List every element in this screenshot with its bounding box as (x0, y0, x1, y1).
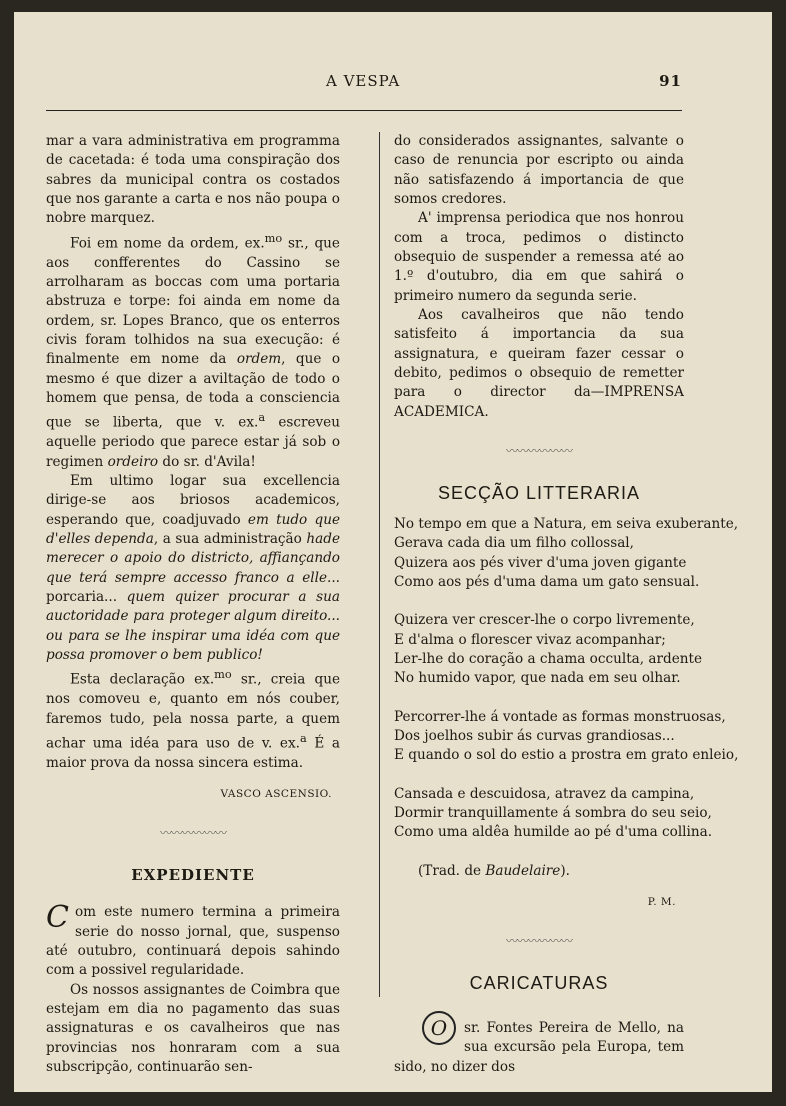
paragraph: Com este numero termina a primeira serie do nosso jornal, que, suspenso até outubro, continuará depois sahindo com a possivel regularidade. (46, 900, 340, 979)
verse-line: Como uma aldêa humilde ao pé d'uma collina. (394, 824, 713, 841)
verse-line: Ler-lhe do coração a chama occulta, ardente (394, 650, 703, 667)
section-title-litteraria: SECÇÃO LITTERARIA (437, 482, 641, 503)
verse-line: E d'alma o florescer vivaz acompanhar; (394, 631, 666, 648)
section-title-expediente: EXPEDIENTE (131, 865, 255, 884)
stanza (394, 785, 713, 843)
stanza (394, 708, 739, 766)
left-column (46, 132, 340, 1077)
verse-line: Dormir tranquillamente á sombra do seu seio, (394, 804, 712, 821)
drop-cap: O (422, 1011, 456, 1045)
author-signature: P. M. (647, 896, 676, 908)
stanza (394, 611, 703, 688)
verse-line: E quando o sol do estio a prostra em grato enleio, (394, 747, 739, 764)
paragraph: mar a vara administrativa em programma de cacetada: é toda uma conspiração dos sabres da municipal contra os costados que nos garante a carta e nos não poupa o nobre marquez. (46, 133, 340, 227)
translation-credit: (Trad. de Baudelaire). (418, 862, 570, 879)
paragraph: do considerados assignantes, salvante o caso de renuncia por escripto ou ainda não satisfazendo á importancia de que somos credores. (394, 133, 684, 208)
column-divider (379, 132, 380, 997)
paragraph: Os nossos assignantes de Coimbra que estejam em dia no pagamento das suas assignaturas e os cavalheiros que nas provincias nos honraram com a sua subscripção, continuarão sen- (46, 981, 340, 1075)
verse-line: Gerava cada dia um filho collossal, (394, 535, 634, 552)
running-header-title: A VESPA (326, 72, 401, 90)
paragraph: A' imprensa periodica que nos honrou com a troca, pedimos o distincto obsequio de suspender a remessa até ao 1.º d'outubro, dia em que sahirá o primeiro numero da segunda serie. (394, 210, 684, 304)
ornament-divider: 〰〰〰〰〰〰 (159, 826, 226, 841)
newspaper-page (14, 12, 772, 1092)
verse-line: Quizera aos pés viver d'uma joven gigante (394, 554, 687, 571)
header-rule (46, 110, 682, 111)
stanza (394, 515, 739, 592)
verse-line: Cansada e descuidosa, atravez da campina, (394, 785, 695, 802)
author-signature: VASCO ASCENSIO. (220, 788, 332, 801)
section-title-caricaturas: CARICATURAS (469, 972, 609, 993)
paragraph: O sr. Fontes Pereira de Mello, na sua excursão pela Europa, tem sido, no dizer dos (394, 1019, 684, 1077)
verse-line: No tempo em que a Natura, em seiva exuberante, (394, 515, 739, 532)
page-number: 91 (659, 72, 682, 90)
right-column (394, 132, 739, 1077)
paragraph: Aos cavalheiros que não tendo satisfeito á importancia da sua assignatura, e queiram fazer cessar o debito, pedimos o obsequio de remetter para o director da—IMPRENSA ACADEMICA. (394, 307, 684, 420)
verse-line: Percorrer-lhe á vontade as formas monstruosas, (394, 708, 726, 725)
drop-cap: C (46, 900, 69, 936)
ornament-divider: 〰〰〰〰〰〰 (505, 934, 572, 949)
poem (394, 515, 739, 843)
verse-line: No humido vapor, que nada em seu olhar. (394, 670, 681, 687)
ornament-divider: 〰〰〰〰〰〰 (505, 444, 572, 459)
paragraph: Foi em nome da ordem, ex.$^{mo}$ sr., que aos confferentes do Cassino se arrolharam as boccas com uma portaria abstruza e torpe: foi ainda em nome da ordem, sr. Lopes Branco, que os enterros civis foram tolhidos na sua execução: é finalmente em nome da ordem, que o mesmo é que dizer a aviltação de todo o homem que pensa, de toda a consciencia que se liberta, que v. ex.$^a$ escreveu aquelle periodo que parece estar já sob o regimen ordeiro do sr. d'Avila! (46, 230, 341, 470)
paragraph: Esta declaração ex.$^{mo}$ sr., creia que nos comoveu e, quanto em nós couber, faremos tudo, pela nossa parte, a quem achar uma idéa para uso de v. ex.$^a$ É a maior prova da nossa sincera estima. (46, 667, 340, 771)
verse-line: Quizera ver crescer-lhe o corpo livremente, (394, 612, 695, 629)
paragraph: Em ultimo logar sua excellencia dirige-se aos briosos academicos, esperando que, coadjuvado em tudo que d'elles dependa, a sua administração hade merecer o apoio do districto, affiançando que terá sempre accesso franco a elle... porcaria... quem quizer procurar a sua auctoridade para proteger algum direito... ou para se lhe inspirar uma idéa com que possa promover o bem publico! (46, 472, 340, 663)
verse-line: Dos joelhos subir ás curvas grandiosas... (394, 727, 675, 744)
verse-line: Como aos pés d'uma dama um gato sensual. (394, 573, 700, 590)
